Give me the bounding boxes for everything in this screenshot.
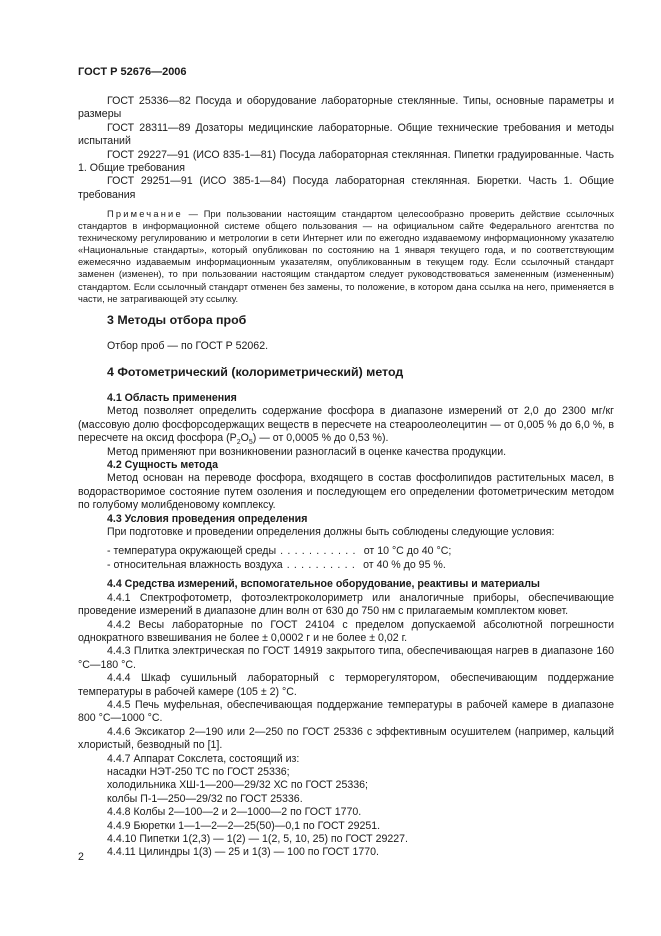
equipment-item: 4.4.9 Бюретки 1—1—2—2—25(50)—0,1 по ГОСТ 29251. bbox=[107, 819, 381, 832]
equipment-item: 4.4.1 Спектрофотометр, фотоэлектроколориметр или аналогичные приборы, обеспечивающие проведение измерений в диапазоне длин волн от 630 до 750 нм с прилагаемым комплектом кювет. bbox=[78, 591, 614, 618]
equipment-item: 4.4.2 Весы лабораторные по ГОСТ 24104 с пределом допускаемой абсолютной погрешности однократного взвешивания не более ± 0,0002 г и не более ± 0,02 г. bbox=[78, 618, 614, 644]
equipment-item: 4.4.4 Шкаф сушильный лабораторный с терморегулятором, обеспечивающим поддержание температуры в рабочей камере (105 ± 2) °С. bbox=[78, 672, 614, 698]
reference-item: ГОСТ 25336—82 Посуда и оборудование лабораторные стеклянные. Типы, основные параметры и размеры bbox=[78, 95, 614, 121]
soxhlet-part: колбы П-1—250—29/32 по ГОСТ 25336. bbox=[107, 792, 303, 805]
section-4 bbox=[78, 365, 614, 860]
references-block bbox=[78, 95, 614, 202]
subsection-4-3-text: При подготовке и проведении определения должны быть соблюдены следующие условия: bbox=[107, 526, 555, 539]
note-block bbox=[78, 208, 614, 305]
equipment-item: 4.4.5 Печь муфельная, обеспечивающая поддержание температуры в рабочей камере в диапазоне 800 °С—1000 °С. bbox=[78, 698, 614, 725]
document-header: ГОСТ Р 52676—2006 bbox=[78, 66, 187, 78]
equipment-item: 4.4.3 Плитка электрическая по ГОСТ 14919 закрытого типа, обеспечивающая нагрев в диапазоне 160 °С—180 °С. bbox=[78, 645, 614, 671]
equipment-item: 4.4.7 Аппарат Сокслета, состоящий из: bbox=[107, 752, 300, 765]
equipment-item: 4.4.10 Пипетки 1(2,3) — 1(2) — 1(2, 5, 10, 25) по ГОСТ 29227. bbox=[107, 833, 408, 845]
subsection-4-2-text: Метод основан на переводе фосфора, входящего в состав фосфолипидов растительных масел, в водорастворимое состояние путем озоления и последующем его определении фотометрическим методом по голубому молибденовому комплексу. bbox=[78, 472, 614, 512]
note-label: Примечание bbox=[107, 209, 183, 219]
page-number: 2 bbox=[78, 851, 84, 863]
section-3-heading: 3 Методы отбора проб bbox=[107, 313, 247, 327]
reference-item: ГОСТ 29227—91 (ИСО 835-1—81) Посуда лабораторная стеклянная. Пипетки градуированные. Часть 1. Общие требования bbox=[78, 148, 614, 175]
condition-temperature: - температура окружающей среды ........... от 10 °С до 40 °С; bbox=[107, 545, 452, 558]
note-text bbox=[78, 208, 614, 305]
subsection-4-1-heading: 4.1 Область применения bbox=[107, 392, 237, 404]
equipment-item: 4.4.6 Эксикатор 2—190 или 2—250 по ГОСТ 25336 с эффективным осушителем (например, кальций хлористый, безводный по [1]. bbox=[78, 725, 614, 752]
reference-item: ГОСТ 29251—91 (ИСО 385-1—84) Посуда лабораторная стеклянная. Бюретки. Часть 1. Общие требования bbox=[78, 175, 614, 201]
soxhlet-part: холодильника ХШ-1—200—29/32 ХС по ГОСТ 25336; bbox=[107, 779, 368, 792]
reference-item: ГОСТ 28311—89 Дозаторы медицинские лабораторные. Общие технические требования и методы испытаний bbox=[78, 121, 614, 148]
section-3-text: Отбор проб — по ГОСТ Р 52062. bbox=[107, 340, 269, 352]
subsection-4-1-text-2: Метод применяют при возникновении разногласий в оценке качества продукции. bbox=[107, 445, 507, 458]
section-3 bbox=[78, 313, 614, 353]
equipment-item: 4.4.8 Колбы 2—100—2 и 2—1000—2 по ГОСТ 1770. bbox=[107, 806, 362, 819]
subsection-4-2-heading: 4.2 Сущность метода bbox=[107, 459, 219, 472]
section-4-heading: 4 Фотометрический (колориметрический) метод bbox=[107, 365, 404, 379]
subsection-4-3-heading: 4.3 Условия проведения определения bbox=[107, 512, 308, 525]
note-body: — При пользовании настоящим стандартом целесообразно проверить действие ссылочных стандартов в информационной системе общего пользования — на официальном сайте Федерального агентства по техническому регулированию и метрологии в сети Интернет или по ежегодно издаваемому информационному указателю «Национальные стандарты», который опубликован по состоянию на 1 января текущего года, и по соответствующим ежемесячно издаваемым информационным указателям, опубликованным в текущем году. Если ссылочный стандарт заменен (изменен), то при пользовании настоящим стандартом следует руководствоваться замененным (измененным) стандартом. Если ссылочный стандарт отменен без замены, то положение, в котором дана ссылка на него, применяется в части, не затрагивающей эту ссылку. bbox=[78, 209, 614, 304]
subsection-4-4-heading: 4.4 Средства измерений, вспомогательное оборудование, реактивы и материалы bbox=[107, 578, 540, 591]
soxhlet-part: насадки НЭТ-250 ТС по ГОСТ 25336; bbox=[107, 765, 290, 778]
equipment-item: 4.4.11 Цилиндры 1(3) — 25 и 1(3) — 100 по ГОСТ 1770. bbox=[107, 846, 379, 859]
condition-humidity: - относительная влажность воздуха .......... от 40 % до 95 %. bbox=[107, 558, 446, 571]
subsection-4-1-text: Метод позволяет определить содержание фосфора в диапазоне измерений от 2,0 до 2300 мг/кг (массовую долю фосфорсодержащих веществ в пересчете на стеароолеолецитин — от 0,005 % до 6,0 %, в пересчете на оксид фосфора $(P_2O_5)$ — от 0,0005 % до 0,53 %). bbox=[78, 405, 614, 447]
